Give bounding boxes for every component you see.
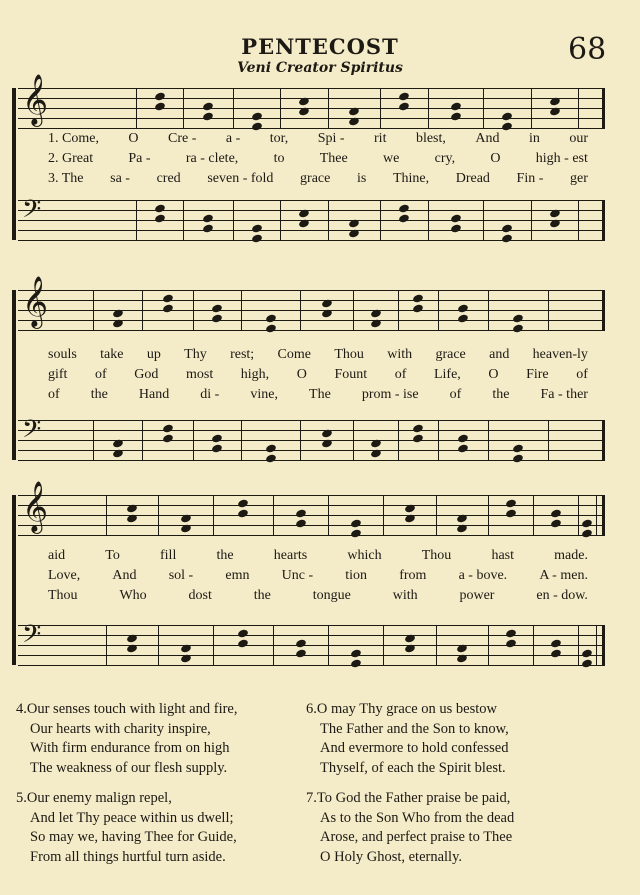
barline (578, 88, 579, 129)
lyric-syllable: emn (225, 568, 250, 583)
barline (106, 495, 107, 536)
lyric-syllable: of (394, 367, 407, 382)
lyric-syllable: A - men. (539, 568, 588, 583)
barline (136, 88, 137, 129)
barline (142, 290, 143, 331)
barline (300, 420, 301, 461)
barline (158, 495, 159, 536)
lyric-syllable: power (459, 588, 495, 603)
verse-line: 4.Our senses touch with light and fire, (16, 701, 238, 717)
verse-line: With firm endurance from on high (30, 740, 230, 756)
barline (436, 625, 437, 666)
lyric-syllable: from (399, 568, 427, 583)
lyric-line (48, 367, 588, 383)
barline (328, 88, 329, 129)
lyric-syllable: Come (277, 347, 311, 362)
barline (428, 200, 429, 241)
staff-line (18, 290, 604, 291)
barline (233, 88, 234, 129)
barline (93, 420, 94, 461)
verse-line: And let Thy peace within us dwell; (30, 809, 234, 826)
lyric-line (48, 131, 588, 147)
barline (436, 495, 437, 536)
lyric-syllable: in (528, 131, 540, 146)
bass-clef-icon: 𝄢 (22, 620, 42, 655)
lyric-syllable: the (90, 387, 108, 402)
lyric-syllable: the (216, 548, 234, 563)
lyric-syllable: souls (48, 347, 77, 362)
system-bracket (12, 88, 16, 240)
lyric-syllable: cry, (434, 151, 456, 166)
lyric-syllable: seven - fold (207, 171, 274, 186)
barline (483, 88, 484, 129)
lyric-syllable: ger (570, 171, 588, 186)
lyric-syllable: Love, (48, 568, 81, 583)
staff-line (18, 430, 604, 431)
lyric-syllable: Cre - (168, 131, 197, 146)
lyric-syllable: with (392, 588, 418, 603)
hymn-title: PENTECOST (241, 34, 399, 59)
lyric-syllable: made. (554, 548, 588, 563)
barline (193, 290, 194, 331)
lyric-syllable: Spi - (317, 131, 345, 146)
verse-4 (16, 700, 238, 778)
barline (596, 625, 597, 666)
lyric-syllable: cred (156, 171, 181, 186)
lyric-syllable: en - dow. (536, 588, 588, 603)
bass-clef-icon: 𝄢 (22, 195, 42, 230)
staff-line (18, 300, 604, 301)
lyric-syllable: we (383, 151, 400, 166)
lyric-syllable: Thou (48, 588, 78, 603)
lyric-syllable: O (296, 367, 307, 382)
lyric-syllable: rit (374, 131, 387, 146)
lyric-syllable: O (490, 151, 501, 166)
lyric-syllable: Dread (455, 171, 490, 186)
verse-line: From all things hurtful turn aside. (30, 848, 226, 865)
lyric-syllable: 2. Great (48, 151, 94, 166)
final-barline (602, 420, 605, 461)
staff-line (18, 440, 604, 441)
final-barline (602, 495, 605, 536)
lyric-syllable: heaven-ly (532, 347, 588, 362)
lyric-syllable: tion (345, 568, 368, 583)
lyric-syllable: 3. The (48, 171, 84, 186)
lyric-line (48, 588, 588, 604)
barline (280, 88, 281, 129)
barline (488, 495, 489, 536)
verse-line: O Holy Ghost, eternally. (320, 848, 463, 865)
barline (328, 625, 329, 666)
lyric-syllable: up (146, 347, 161, 362)
barline (183, 200, 184, 241)
barline (578, 495, 579, 536)
barline (353, 290, 354, 331)
barline (380, 200, 381, 241)
barline (328, 200, 329, 241)
lyric-syllable: Thou (421, 548, 452, 563)
lyric-syllable: grace (435, 347, 466, 362)
lyric-syllable: Fount (334, 367, 368, 382)
lyric-syllable: O (128, 131, 139, 146)
treble-staff (18, 290, 604, 330)
barline (383, 495, 384, 536)
lyric-syllable: The (309, 387, 331, 402)
barline (578, 200, 579, 241)
lyric-syllable: Thine, (392, 171, 430, 186)
system-bracket (12, 290, 16, 460)
verse-line: And evermore to hold confessed (320, 740, 509, 756)
lyric-syllable: God (134, 367, 159, 382)
barline (578, 625, 579, 666)
final-barline (602, 290, 605, 331)
verse-line: So may we, having Thee for Guide, (30, 829, 237, 845)
barline (438, 420, 439, 461)
lyric-syllable: aid (48, 548, 66, 563)
verse-line: Arose, and perfect praise to Thee (320, 829, 513, 845)
lyric-syllable: a - bove. (458, 568, 508, 583)
treble-clef-icon: 𝄞 (22, 74, 49, 125)
staff-line (18, 310, 604, 311)
lyric-syllable: Thou (334, 347, 364, 362)
verse-line: The weakness of our flesh supply. (30, 759, 228, 776)
barline (241, 420, 242, 461)
barline (488, 290, 489, 331)
lyric-syllable: Fire (526, 367, 549, 382)
lyric-line (48, 387, 588, 403)
barline (106, 625, 107, 666)
page-number: 68 (568, 32, 607, 67)
barline (213, 625, 214, 666)
lyric-syllable: Life, (433, 367, 461, 382)
lyric-syllable: high, (240, 367, 270, 382)
barline (136, 200, 137, 241)
staff-line (18, 118, 604, 119)
bass-clef-icon: 𝄢 (22, 415, 42, 450)
lyric-syllable: tongue (312, 588, 351, 603)
verse-7 (306, 789, 514, 867)
lyric-syllable: which (347, 548, 382, 563)
lyric-syllable: with (387, 347, 413, 362)
lyric-syllable: hast (491, 548, 515, 563)
barline (273, 495, 274, 536)
lyric-syllable: vine, (250, 387, 278, 402)
lyric-syllable: prom - ise (361, 387, 419, 402)
hymn-subtitle: Veni Creator Spiritus (237, 60, 403, 76)
barline (383, 625, 384, 666)
verse-line: 6.O may Thy grace on us bestow (306, 701, 498, 717)
barline (398, 420, 399, 461)
lyric-syllable: of (576, 367, 588, 382)
barline (380, 88, 381, 129)
treble-clef-icon: 𝄞 (22, 481, 49, 532)
final-barline (602, 200, 605, 241)
barline (241, 290, 242, 331)
lyric-syllable: fill (160, 548, 177, 563)
final-barline (602, 625, 605, 666)
lyric-syllable: the (253, 588, 271, 603)
lyric-syllable: ra - clete, (185, 151, 239, 166)
lyric-syllable: Fin - (516, 171, 544, 186)
lyric-line (48, 548, 588, 564)
barline (548, 420, 549, 461)
lyric-syllable: of (48, 387, 60, 402)
verse-6 (306, 700, 509, 778)
barline (533, 625, 534, 666)
verse-line: The Father and the Son to know, (320, 720, 509, 737)
lyric-line (48, 151, 588, 167)
lyric-syllable: is (356, 171, 367, 186)
lyric-syllable: to (273, 151, 285, 166)
barline (142, 420, 143, 461)
verse-line: As to the Son Who from the dead (320, 809, 515, 826)
barline (183, 88, 184, 129)
barline (531, 88, 532, 129)
staff-line (18, 128, 604, 129)
lyric-syllable: dost (188, 588, 212, 603)
staff-line (18, 98, 604, 99)
lyric-syllable: And (475, 131, 500, 146)
lyric-syllable: Thee (319, 151, 348, 166)
lyric-syllable: O (488, 367, 499, 382)
lyric-syllable: Who (119, 588, 147, 603)
treble-clef-icon: 𝄞 (22, 276, 49, 327)
staff-line (18, 200, 604, 201)
barline (531, 200, 532, 241)
barline (438, 290, 439, 331)
staff-line (18, 108, 604, 109)
bass-staff (18, 415, 604, 460)
lyric-syllable: Unc - (281, 568, 314, 583)
staff-line (18, 420, 604, 421)
barline (213, 495, 214, 536)
lyric-syllable: take (100, 347, 124, 362)
verse-5 (16, 789, 237, 867)
lyric-syllable: Hand (138, 387, 170, 402)
lyric-syllable: Pa - (128, 151, 151, 166)
lyric-syllable: hearts (273, 548, 308, 563)
lyric-line (48, 347, 588, 363)
barline (596, 495, 597, 536)
verse-line: Thyself, of each the Spirit blest. (320, 759, 506, 776)
lyric-syllable: grace (300, 171, 331, 186)
lyric-syllable: and (489, 347, 510, 362)
verse-line: 5.Our enemy malign repel, (16, 790, 172, 806)
staff-line (18, 240, 604, 241)
lyric-syllable: of (95, 367, 107, 382)
staff-line (18, 230, 604, 231)
lyric-syllable: our (569, 131, 588, 146)
lyric-syllable: di - (200, 387, 220, 402)
final-barline (602, 88, 605, 129)
treble-staff (18, 88, 604, 128)
lyric-syllable: sa - (110, 171, 130, 186)
lyric-syllable: a - (225, 131, 241, 146)
lyric-syllable: sol - (168, 568, 194, 583)
barline (158, 625, 159, 666)
barline (428, 88, 429, 129)
barline (548, 290, 549, 331)
barline (300, 290, 301, 331)
lyric-syllable: the (492, 387, 510, 402)
staff-line (18, 210, 604, 211)
barline (398, 290, 399, 331)
barline (328, 495, 329, 536)
barline (273, 625, 274, 666)
lyric-syllable: Thy (184, 347, 207, 362)
verse-line: Our hearts with charity inspire, (30, 720, 211, 737)
staff-line (18, 88, 604, 89)
lyric-syllable: Fa - ther (540, 387, 588, 402)
system-bracket (12, 495, 16, 665)
lyric-syllable: blest, (415, 131, 446, 146)
barline (533, 495, 534, 536)
bass-staff (18, 195, 604, 240)
barline (280, 200, 281, 241)
lyric-syllable: tor, (269, 131, 289, 146)
lyric-line (48, 171, 588, 187)
barline (483, 200, 484, 241)
barline (233, 200, 234, 241)
verse-line: 7.To God the Father praise be paid, (306, 790, 511, 806)
lyric-syllable: gift (48, 367, 68, 382)
lyric-syllable: most (185, 367, 214, 382)
lyric-syllable: rest; (230, 347, 255, 362)
lyric-syllable: And (112, 568, 137, 583)
lyric-syllable: of (449, 387, 462, 402)
staff-line (18, 220, 604, 221)
lyric-syllable: To (105, 548, 120, 563)
barline (193, 420, 194, 461)
barline (488, 420, 489, 461)
barline (93, 290, 94, 331)
lyric-syllable: 1. Come, (48, 131, 99, 146)
barline (488, 625, 489, 666)
barline (353, 420, 354, 461)
lyric-line (48, 568, 588, 584)
lyric-syllable: high - est (535, 151, 588, 166)
